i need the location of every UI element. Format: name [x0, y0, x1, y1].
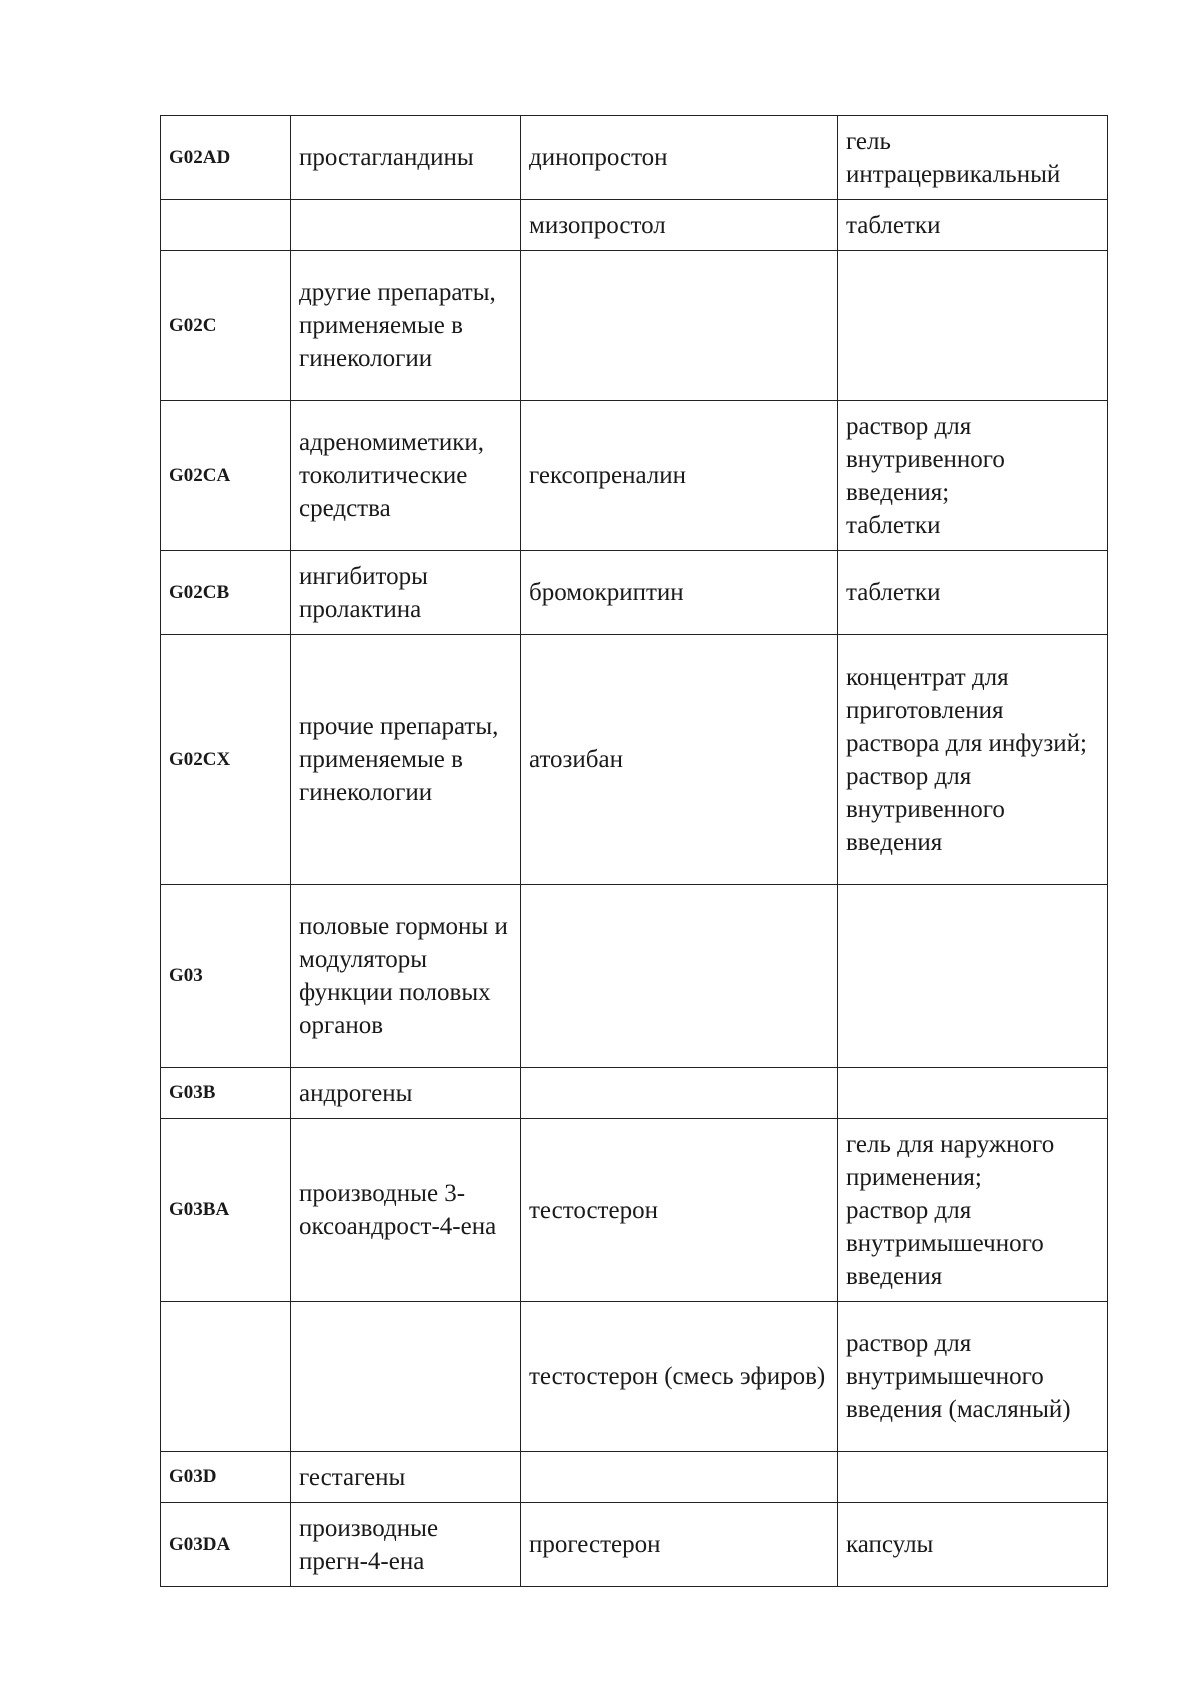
- table-row: [161, 1068, 1108, 1119]
- drug-cell: [521, 1452, 838, 1503]
- atc-code-cell: G03: [161, 885, 291, 1068]
- table-row: [161, 885, 1108, 1068]
- table-row: [161, 200, 1108, 251]
- group-cell: производные прегн-4-ена: [291, 1503, 521, 1587]
- atc-code-cell: G03DA: [161, 1503, 291, 1587]
- dosage-form-cell: капсулы: [838, 1503, 1108, 1587]
- group-cell: простагландины: [291, 116, 521, 200]
- group-cell: производные 3-оксоандрост-4-ена: [291, 1119, 521, 1302]
- group-cell: другие препараты, применяемые в гинекологии: [291, 251, 521, 401]
- atc-code-cell: G02AD: [161, 116, 291, 200]
- drug-cell: тестостерон (смесь эфиров): [521, 1302, 838, 1452]
- group-cell: [291, 200, 521, 251]
- drug-cell: мизопростол: [521, 200, 838, 251]
- group-cell: половые гормоны и модуляторы функции половых органов: [291, 885, 521, 1068]
- atc-code-cell: G02C: [161, 251, 291, 401]
- drug-classification-table: [160, 115, 1108, 1587]
- group-cell: [291, 1302, 521, 1452]
- drug-cell: гексопреналин: [521, 401, 838, 551]
- dosage-form-cell: [838, 885, 1108, 1068]
- drug-cell: атозибан: [521, 635, 838, 885]
- group-cell: адреномиметики, токолитические средства: [291, 401, 521, 551]
- atc-code-cell: G03BA: [161, 1119, 291, 1302]
- atc-code-cell: G02CA: [161, 401, 291, 551]
- table-row: [161, 635, 1108, 885]
- dosage-form-cell: раствор для внутривенного введения; таблетки: [838, 401, 1108, 551]
- drug-cell: бромокриптин: [521, 551, 838, 635]
- table-row: [161, 1503, 1108, 1587]
- atc-code-cell: G03D: [161, 1452, 291, 1503]
- dosage-form-cell: гель интрацервикальный: [838, 116, 1108, 200]
- table-row: [161, 1119, 1108, 1302]
- table-row: [161, 401, 1108, 551]
- dosage-form-cell: [838, 1068, 1108, 1119]
- table-row: [161, 116, 1108, 200]
- atc-code-cell: G02CX: [161, 635, 291, 885]
- atc-code-cell: [161, 1302, 291, 1452]
- drug-cell: [521, 1068, 838, 1119]
- drug-cell: динопростон: [521, 116, 838, 200]
- table-row: [161, 1452, 1108, 1503]
- dosage-form-cell: гель для наружного применения; раствор для внутримышечного введения: [838, 1119, 1108, 1302]
- group-cell: ингибиторы пролактина: [291, 551, 521, 635]
- drug-cell: тестостерон: [521, 1119, 838, 1302]
- group-cell: прочие препараты, применяемые в гинекологии: [291, 635, 521, 885]
- dosage-form-cell: раствор для внутримышечного введения (масляный): [838, 1302, 1108, 1452]
- drug-cell: прогестерон: [521, 1503, 838, 1587]
- group-cell: гестагены: [291, 1452, 521, 1503]
- atc-code-cell: G03B: [161, 1068, 291, 1119]
- dosage-form-cell: концентрат для приготовления раствора для инфузий; раствор для внутривенного введения: [838, 635, 1108, 885]
- table-row: [161, 1302, 1108, 1452]
- drug-cell: [521, 885, 838, 1068]
- drug-cell: [521, 251, 838, 401]
- dosage-form-cell: таблетки: [838, 200, 1108, 251]
- table-row: [161, 551, 1108, 635]
- dosage-form-cell: [838, 1452, 1108, 1503]
- dosage-form-cell: таблетки: [838, 551, 1108, 635]
- atc-code-cell: G02CB: [161, 551, 291, 635]
- atc-code-cell: [161, 200, 291, 251]
- dosage-form-cell: [838, 251, 1108, 401]
- table-row: [161, 251, 1108, 401]
- group-cell: андрогены: [291, 1068, 521, 1119]
